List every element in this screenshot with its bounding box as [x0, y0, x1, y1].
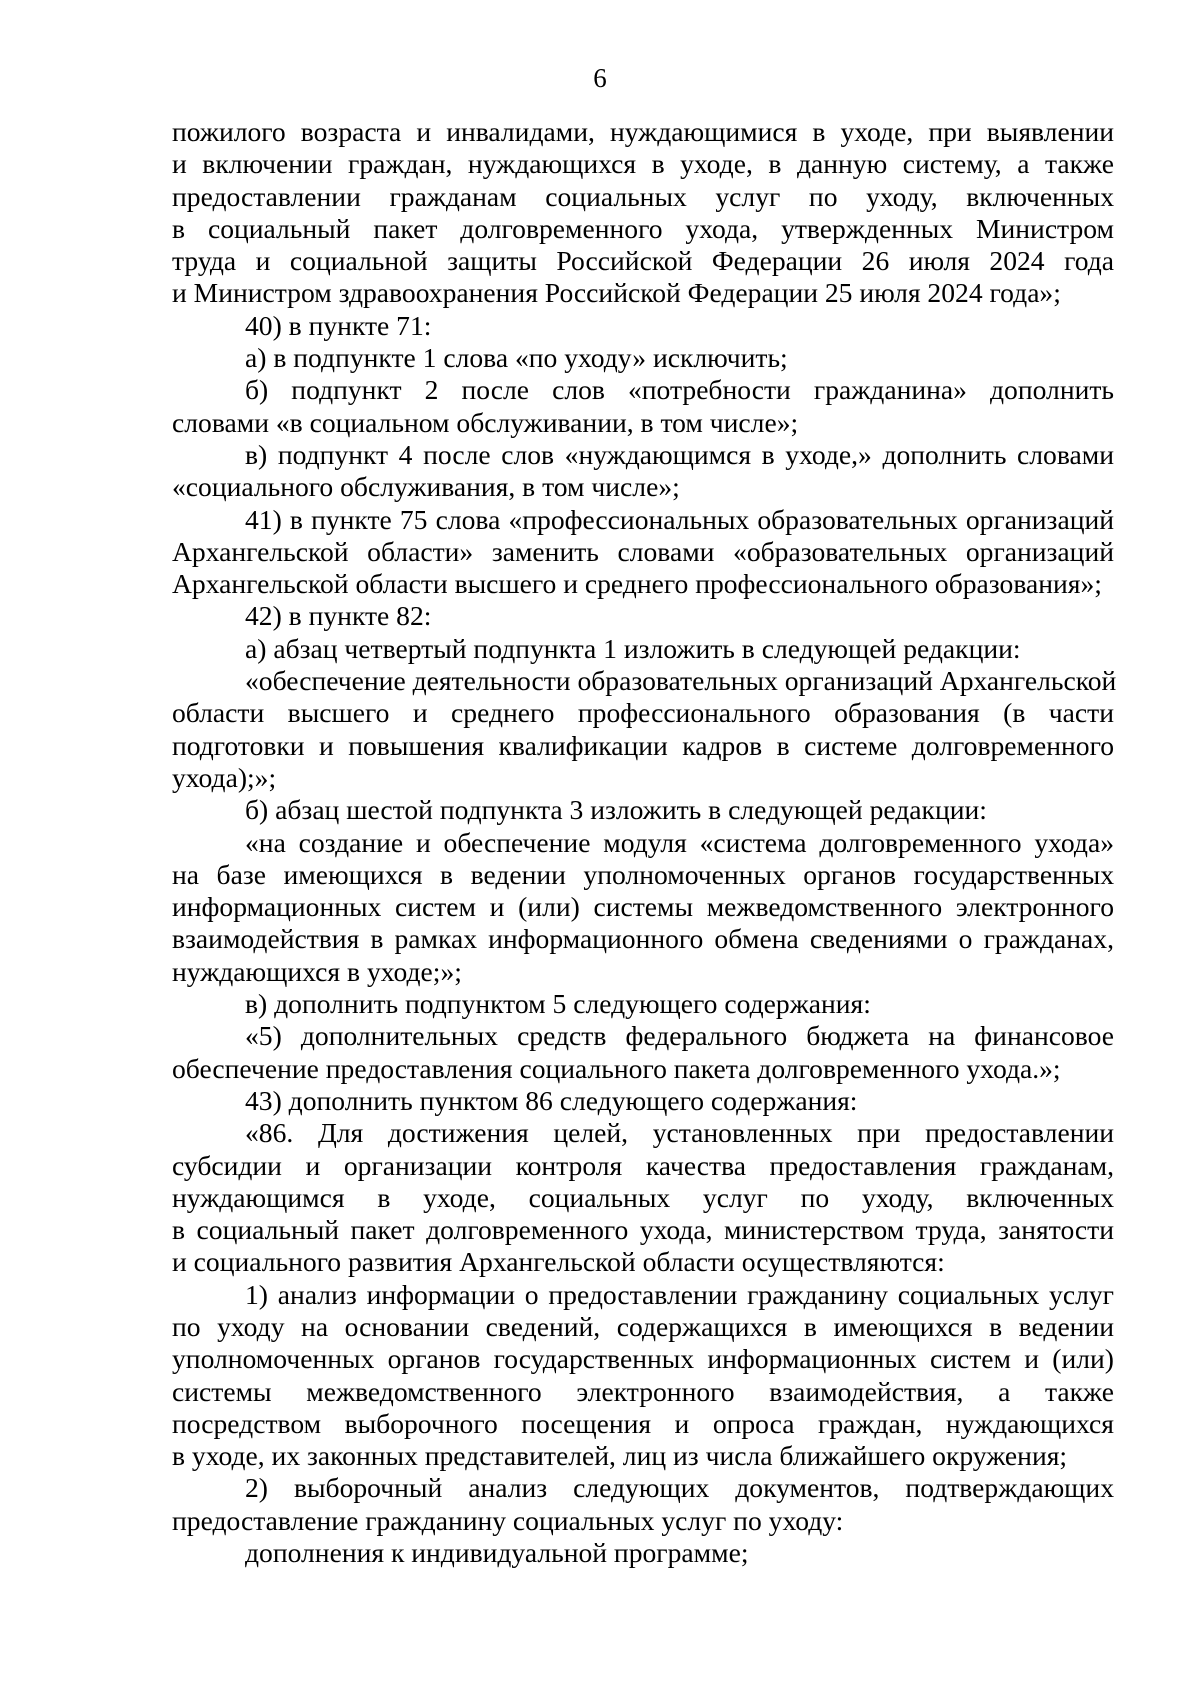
text-line: ухода);»; [172, 761, 277, 793]
page-number: 6 [593, 63, 607, 93]
text-line: нуждающимся в уходе, социальных услуг по уходу, включенных [172, 1181, 1114, 1213]
text-line: 41) в пункте 75 слова «профессиональных образовательных организаций [245, 503, 1114, 535]
text-line: обеспечение предоставления социального пакета долговременного ухода.»; [172, 1052, 1061, 1084]
text-line: 43) дополнить пунктом 86 следующего содержания: [245, 1084, 858, 1116]
text-line: а) абзац четвертый подпункта 1 изложить в следующей редакции: [245, 632, 1021, 664]
text-line: дополнения к индивидуальной программе; [245, 1537, 749, 1569]
text-line: и включении граждан, нуждающихся в уходе, в данную систему, а также [172, 148, 1114, 180]
text-line: словами «в социальном обслуживании, в том числе»; [172, 406, 799, 438]
text-line: «обеспечение деятельности образовательных организаций Архангельской [245, 665, 1117, 697]
text-line: системы межведомственного электронного взаимодействия, а также [172, 1375, 1114, 1407]
text-line: взаимодействия в рамках информационного обмена сведениями о гражданах, [172, 923, 1114, 955]
text-line: б) абзац шестой подпункта 3 изложить в следующей редакции: [245, 794, 987, 826]
text-line: «5) дополнительных средств федерального бюджета на финансовое [245, 1020, 1114, 1052]
text-line: и социального развития Архангельской области осуществляются: [172, 1246, 945, 1278]
text-line: на базе имеющихся в ведении уполномоченных органов государственных [172, 858, 1114, 890]
text-line: 42) в пункте 82: [245, 600, 432, 632]
text-line: субсидии и организации контроля качества предоставления гражданам, [172, 1149, 1114, 1181]
text-line: и Министром здравоохранения Российской Федерации 25 июля 2024 года»; [172, 277, 1061, 309]
text-line: в уходе, их законных представителей, лиц из числа ближайшего окружения; [172, 1440, 1068, 1472]
text-line: в социальный пакет долговременного ухода, министерством труда, занятости [172, 1214, 1114, 1246]
text-line: по уходу на основании сведений, содержащихся в имеющихся в ведении [172, 1310, 1114, 1342]
text-line: 2) выборочный анализ следующих документов, подтверждающих [245, 1472, 1114, 1504]
text-line: в социальный пакет долговременного ухода, утвержденных Министром [172, 212, 1114, 244]
text-line: информационных систем и (или) системы межведомственного электронного [172, 891, 1114, 923]
text-line: «социального обслуживания, в том числе»; [172, 471, 680, 503]
text-line: «86. Для достижения целей, установленных при предоставлении [245, 1117, 1114, 1149]
text-line: Архангельской области» заменить словами «образовательных организаций [172, 535, 1114, 567]
text-line: области высшего и среднего профессионального образования (в части [172, 697, 1114, 729]
text-line: предоставление гражданину социальных услуг по уходу: [172, 1504, 844, 1536]
text-line: нуждающихся в уходе;»; [172, 955, 462, 987]
text-line: труда и социальной защиты Российской Федерации 26 июля 2024 года [172, 245, 1114, 277]
text-line: в) подпункт 4 после слов «нуждающимся в уходе,» дополнить словами [245, 438, 1114, 470]
text-line: б) подпункт 2 после слов «потребности гражданина» дополнить [245, 374, 1114, 406]
text-line: 1) анализ информации о предоставлении гражданину социальных услуг [245, 1278, 1114, 1310]
text-line: посредством выборочного посещения и опроса граждан, нуждающихся [172, 1407, 1114, 1439]
text-line: уполномоченных органов государственных информационных систем и (или) [172, 1343, 1114, 1375]
text-line: предоставлении гражданам социальных услуг по уходу, включенных [172, 180, 1114, 212]
text-line: «на создание и обеспечение модуля «система долговременного ухода» [245, 826, 1114, 858]
text-line: пожилого возраста и инвалидами, нуждающимися в уходе, при выявлении [172, 116, 1114, 147]
text-line: Архангельской области высшего и среднего профессионального образования»; [172, 568, 1102, 600]
document-body-text [172, 116, 1117, 1569]
text-line: в) дополнить подпунктом 5 следующего содержания: [245, 988, 871, 1020]
text-line: 40) в пункте 71: [245, 309, 432, 341]
text-line: подготовки и повышения квалификации кадров в системе долговременного [172, 729, 1114, 761]
text-line: а) в подпункте 1 слова «по уходу» исключить; [245, 342, 788, 374]
